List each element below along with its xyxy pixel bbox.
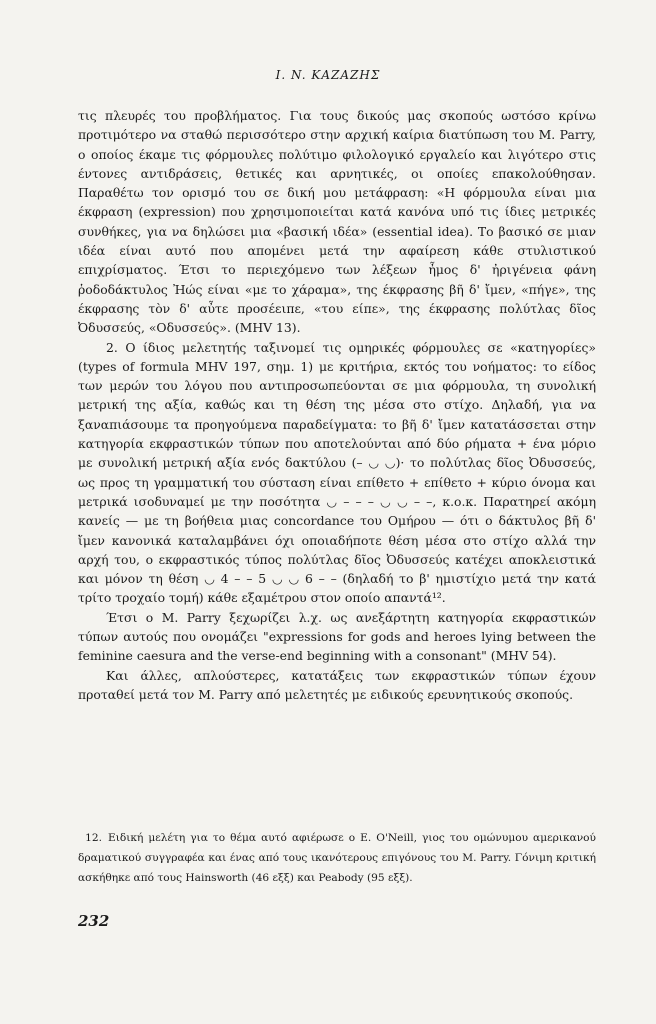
running-header: I. N. ΚΑΖΑΖΗΣ bbox=[275, 68, 381, 82]
paragraph-3: Έτσι ο M. Parry ξεχωρίζει λ.χ. ως ανεξάρτητη κατηγορία εκφραστικών τύπων αυτούς που ονομάζει "expressions for gods and heroes lying between the feminine caesura and the verse-end beginning with a consonant" (MHV 54). bbox=[78, 609, 596, 664]
page-number: 232 bbox=[78, 912, 110, 930]
body-text bbox=[78, 106, 596, 704]
paragraph-4: Και άλλες, απλούστερες, κατατάξεις των εκφραστικών τύπων έχουν προταθεί μετά τον M. Parry από μελετητές με ειδικούς ερευνητικούς σκοπούς. bbox=[78, 667, 596, 702]
footnote-number: 12. bbox=[85, 832, 102, 844]
paragraph-2: 2. Ο ίδιος μελετητής ταξινομεί τις ομηρικές φόρμουλες σε «κατηγορίες» (types of formula MHV 197, σημ. 1) με κριτήρια, εκτός του νοήματος: το είδος των μερών του λόγου που αντιπροσωπεύονται σε μια φόρμουλα, τη συνολική μετρική της αξία, καθώς και τη θέση της μέσα στο στίχο. Δηλαδή, για να ξαναπιάσουμε τα προηγούμενα παραδείγματα: το βῆ δ' ἴμεν κατατάσσεται στην κατηγορία εκφραστικών τύπων που αποτελούνται από δύο ρήματα + ένα μόριο με συνολική μετρική αξία ενός δακτύλου (– ◡ ◡)· το πολύτλας δῖος Ὀδυσσεύς, ως προς τη γραμματική του σύσταση είναι επίθετο + επίθετο + κύριο όνομα και μετρικά ισοδυναμεί με την ποσότητα ◡ – – – ◡ ◡ – –, κ.ο.κ. Παρατηρεί ακόμη κανείς — με τη βοήθεια μιας concordance του Ομήρου — ότι ο δάκτυλος βῆ δ' ἴμεν κανονικά καταλαμβάνει όχι οποιαδήποτε θέση μέσα στο στίχο αλλά την αρχή του, ο εκφραστικός τύπος πολύτλας δῖος Ὀδυσσεύς κατέχει αποκλειστικά και μόνον τη θέση ◡ 4 – – 5 ◡ ◡ 6 – – (δηλαδή το β' ημιστίχιο μετά την κατά τρίτο τροχαίο τομή) κάθε εξαμέτρου στον οποίο απαντά¹². bbox=[78, 339, 596, 606]
footnote bbox=[78, 828, 596, 888]
paragraph-1: τις πλευρές του προβλήματος. Για τους δικούς μας σκοπούς ωστόσο κρίνω προτιμότερο να σταθώ περισσότερο στην αρχική καίρια διατύπωση του M. Parry, ο οποίος έκαμε τις φόρμουλες πολύτιμο φιλολογικό εργαλείο και λιγότερο στις έντονες αντιδράσεις, θετικές και αρνητικές, οι οποίες επακολούθησαν. Παραθέτω τον ορισμό του σε δική μου μετάφραση: «Η φόρμουλα είναι μια έκφραση (expression) που χρησιμοποιείται κατά κανόνα υπό τις ίδιες μετρικές συνθήκες, για να δηλώσει μια «βασική ιδέα» (essential idea). Το βασικό σε μιαν ιδέα είναι αυτό που απομένει μετά την αφαίρεση κάθε στυλιστικού επιχρίσματος. Έτσι το περιεχόμενο των λέξεων ἦμος δ' ἠριγένεια φάνη ῥοδοδάκτυλος Ἠώς είναι «με το χάραμα», της έκφρασης βῆ δ' ἴμεν, «πήγε», της έκφρασης τὸν δ' αὖτε προσέειπε, «του είπε», της έκφρασης πολύτλας δῖος Ὀδυσσεύς, «Οδυσσεύς». (MHV 13). bbox=[78, 108, 596, 336]
footnote-text: Ειδική μελέτη για το θέμα αυτό αφιέρωσε ο E. O'Neill, γιος του ομώνυμου αμερικανού δραματικού συγγραφέα και ένας από τους ικανότερους επιγόνους του M. Parry. Γόνιμη κριτική ασκήθηκε από τους Hainsworth (46 εξξ) και Peabody (95 εξξ). bbox=[78, 832, 596, 884]
